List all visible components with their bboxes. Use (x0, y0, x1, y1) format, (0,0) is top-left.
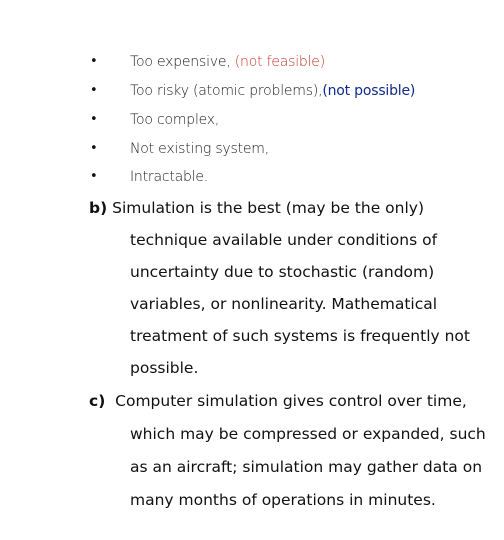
list-item (0, 165, 504, 189)
bullet-text: Too expensive, (not feasible) (130, 54, 325, 70)
paragraph-line: as an aircraft; simulation may gather data on (130, 458, 483, 476)
paragraph-line: c) Computer simulation gives control over time, (89, 392, 467, 410)
bullet-icon: • (90, 54, 98, 69)
list-item (0, 79, 504, 103)
highlight-text: (not possible) (322, 83, 416, 99)
list-item (0, 50, 504, 74)
paragraph-marker: c) (89, 392, 106, 410)
paragraph-marker: b) (89, 199, 108, 217)
bullet-icon: • (90, 112, 98, 127)
paragraph-line: many months of operations in minutes. (130, 491, 436, 509)
bullet-icon: • (90, 169, 98, 184)
bullet-text: Not existing system, (130, 141, 269, 157)
bullet-text: Too risky (atomic problems),(not possible) (130, 83, 416, 99)
paragraph-line: uncertainty due to stochastic (random) (130, 263, 435, 281)
paragraph-line: technique available under conditions of (130, 231, 438, 249)
bullet-text: Too complex, (130, 112, 220, 128)
paragraph-line: variables, or nonlinearity. Mathematical (130, 295, 438, 313)
paragraph-line: which may be compressed or expanded, such (130, 425, 486, 443)
list-item (0, 108, 504, 132)
bullet-text: Intractable. (130, 169, 209, 185)
bullet-icon: • (90, 83, 98, 98)
paragraph-line: treatment of such systems is frequently not (130, 327, 470, 345)
bullet-icon: • (90, 141, 98, 156)
list-item (0, 137, 504, 161)
paragraph-line: b) Simulation is the best (may be the only) (89, 199, 424, 217)
paragraph-line: possible. (130, 359, 199, 377)
highlight-text: (not feasible) (234, 54, 325, 70)
